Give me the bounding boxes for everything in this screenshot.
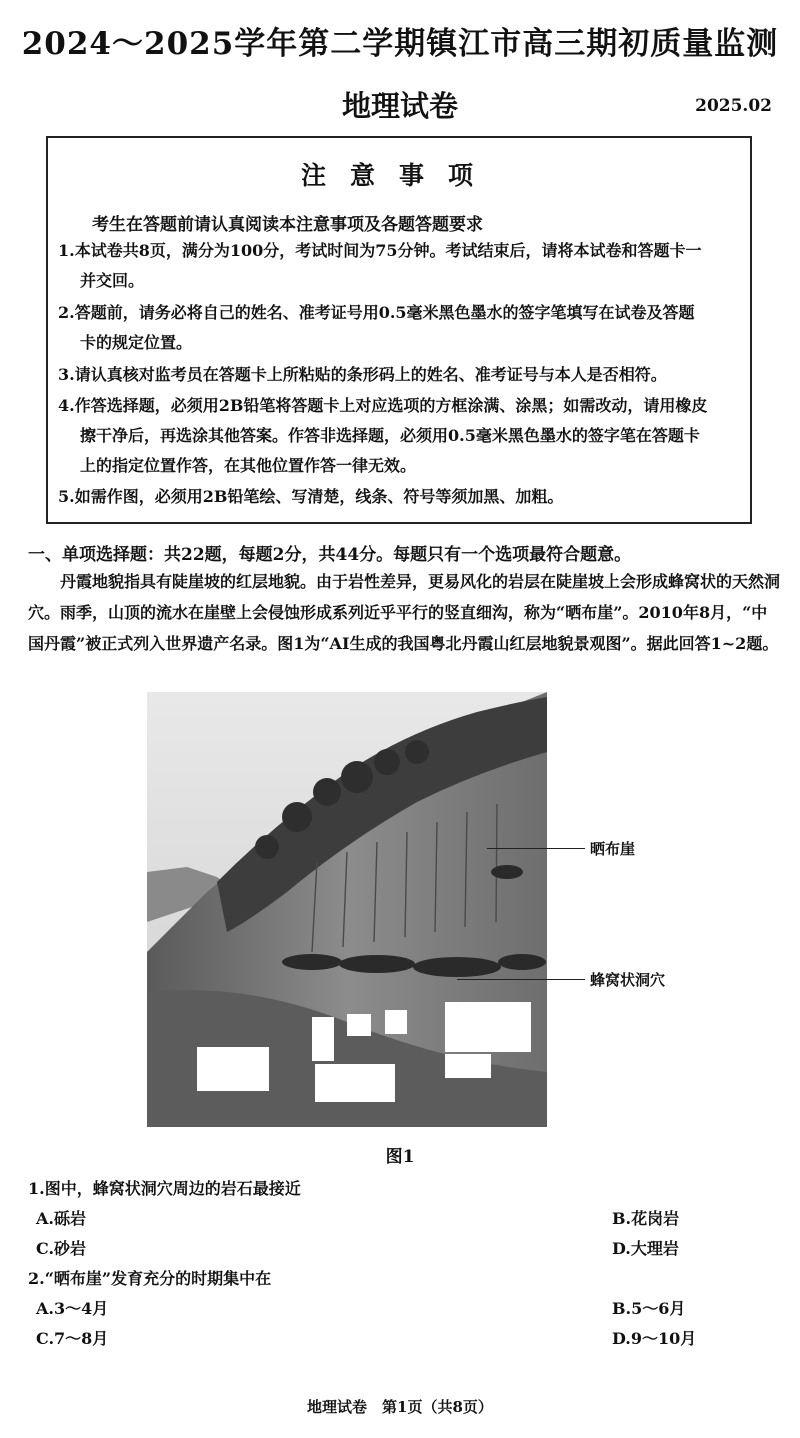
exam-title: 2024～2025学年第二学期镇江市高三期初质量监测 — [21, 26, 779, 62]
passage — [28, 566, 780, 659]
notice-box — [46, 136, 752, 524]
notice-item-3: 3.请认真核对监考员在答题卡上所粘贴的条形码上的姓名、准考证号与本人是否相符。 — [58, 365, 667, 384]
label-shaibuya: 晒布崖 — [590, 840, 636, 858]
notice-item-4-cont: 擦干净后，再选涂其他答案。作答非选择题，必须用0.5毫米黑色墨水的签字笔在答题卡 — [80, 426, 700, 445]
label-honeycomb: 蜂窝状洞穴 — [590, 971, 666, 989]
exam-date: 2025.02 — [695, 96, 772, 116]
question-2-stem: 2.“晒布崖”发育充分的时期集中在 — [28, 1269, 272, 1288]
notice-item-5: 5.如需作图，必须用2B铅笔绘、写清楚，线条、符号等须加黑、加粗。 — [58, 487, 564, 506]
q2-option-a: A.3～4月 — [36, 1299, 109, 1318]
q1-option-b: B.花岗岩 — [612, 1209, 680, 1228]
q1-option-d: D.大理岩 — [612, 1239, 679, 1258]
passage-text: 丹霞地貌指具有陡崖坡的红层地貌。由于岩性差异，更易风化的岩层在陡崖坡上会形成蜂窝状的天然洞穴。雨季，山顶的流水在崖壁上会侵蚀形成系列近乎平行的竖直细沟，称为“晒布崖”。2010年8月，“中国丹霞”被正式列入世界遗产名录。图1为“AI生成的我国粤北丹霞山红层地貌景观图”。据此回答1~2题。 — [28, 572, 781, 653]
callout-line-shaibuya — [487, 848, 585, 849]
question-1-stem: 1.图中，蜂窝状洞穴周边的岩石最接近 — [28, 1179, 301, 1198]
exam-subject: 地理试卷 — [341, 89, 458, 123]
landscape-photo — [147, 692, 547, 1127]
page-footer: 地理试卷 第1页（共8页） — [307, 1398, 493, 1416]
q2-option-d: D.9～10月 — [612, 1329, 697, 1348]
notice-intro: 考生在答题前请认真阅读本注意事项及各题答题要求 — [92, 215, 483, 235]
q2-option-b: B.5～6月 — [612, 1299, 686, 1318]
figure-caption: 图1 — [385, 1147, 415, 1167]
section-heading: 一、单项选择题：共22题，每题2分，共44分。每题只有一个选项最符合题意。 — [28, 545, 632, 565]
q1-option-a: A.砾岩 — [36, 1209, 86, 1228]
callout-line-honeycomb — [457, 979, 585, 980]
notice-item-4-cont2: 上的指定位置作答，在其他位置作答一律无效。 — [80, 456, 417, 475]
notice-item-1: 1.本试卷共8页，满分为100分，考试时间为75分钟。考试结束后，请将本试卷和答题卡一 — [58, 241, 702, 260]
notice-item-4: 4.作答选择题，必须用2B铅笔将答题卡上对应选项的方框涂满、涂黑；如需改动，请用橡皮 — [58, 396, 708, 415]
q2-option-c: C.7～8月 — [36, 1329, 109, 1348]
notice-title: 注意事项 — [300, 161, 497, 190]
q1-option-c: C.砂岩 — [36, 1239, 87, 1258]
notice-item-1-cont: 并交回。 — [80, 271, 145, 290]
notice-item-2: 2.答题前，请务必将自己的姓名、准考证号用0.5毫米黑色墨水的签字笔填写在试卷及答题 — [58, 303, 695, 322]
notice-item-2-cont: 卡的规定位置。 — [80, 333, 193, 352]
